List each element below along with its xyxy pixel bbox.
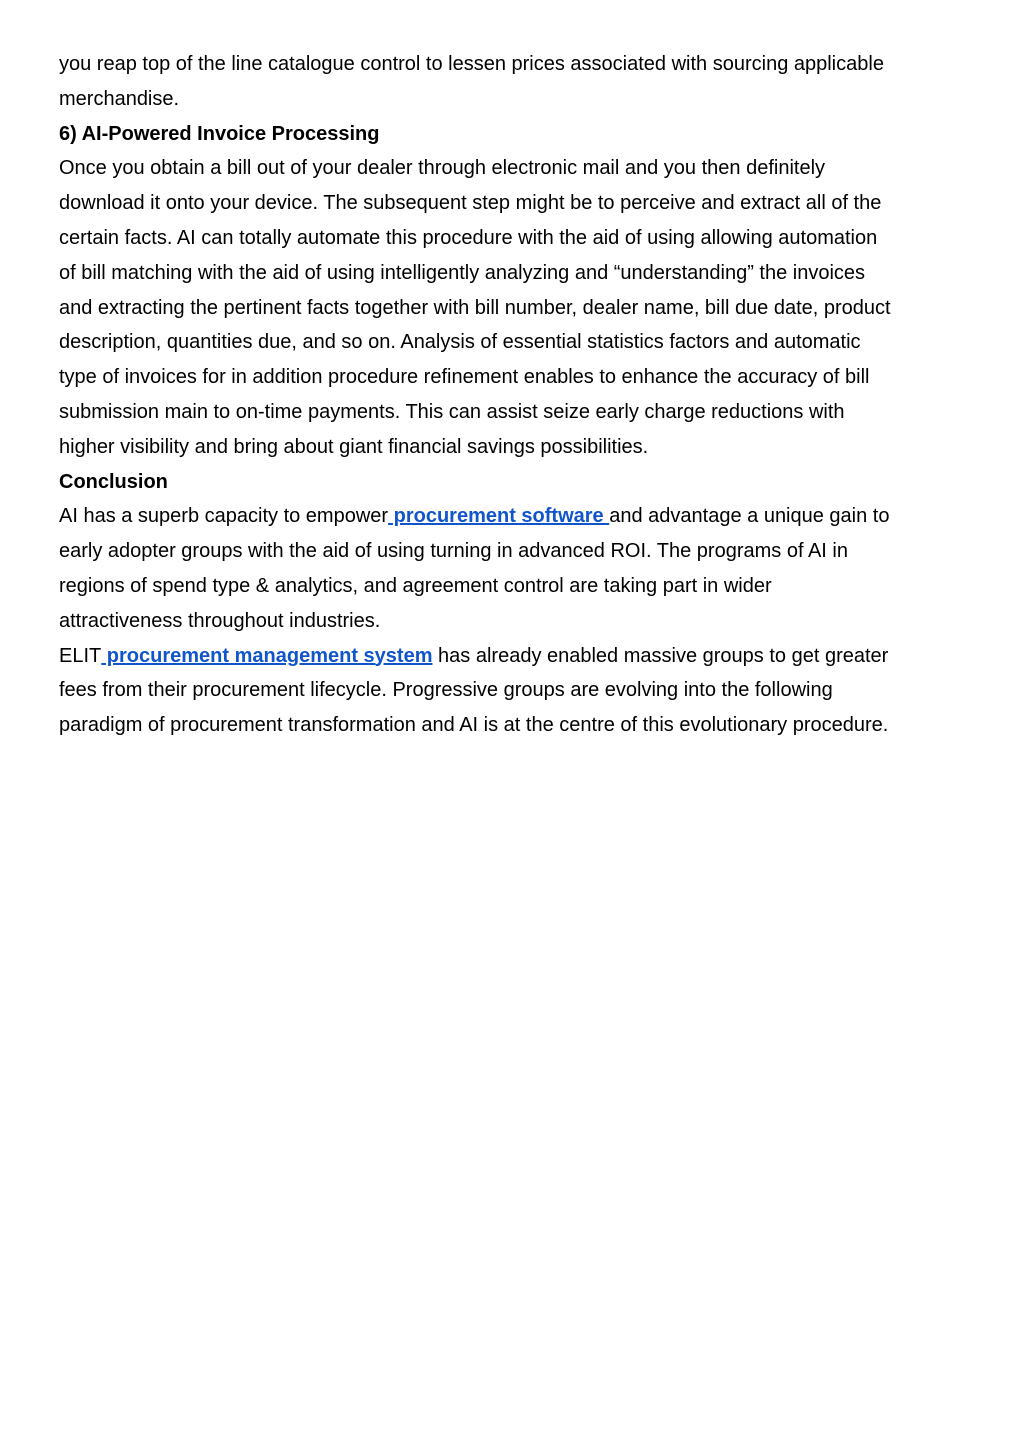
paragraph-line: attractiveness throughout industries. <box>59 609 381 632</box>
paragraph-line: of bill matching with the aid of using intelligently analyzing and “understanding” the invoices <box>59 261 866 284</box>
section-heading-invoice-processing: 6) AI-Powered Invoice Processing <box>59 122 380 145</box>
paragraph-line: and extracting the pertinent facts together with bill number, dealer name, bill due date, product <box>59 296 891 319</box>
paragraph-line: regions of spend type & analytics, and agreement control are taking part in wider <box>59 574 772 597</box>
intro-line: you reap top of the line catalogue control to lessen prices associated with sourcing applicable <box>59 53 884 75</box>
paragraph-line <box>59 639 974 674</box>
paragraph-line: Once you obtain a bill out of your dealer through electronic mail and you then definitely <box>59 157 826 180</box>
paragraph-line: early adopter groups with the aid of using turning in advanced ROI. The programs of AI in <box>59 540 848 563</box>
invoice-processing-paragraph <box>59 151 974 464</box>
paragraph-text: has already enabled massive groups to get greater <box>432 644 889 667</box>
procurement-management-system-link[interactable]: procurement management system <box>101 644 433 667</box>
paragraph-line: submission main to on-time payments. This can assist seize early charge reductions with <box>59 400 845 423</box>
conclusion-paragraph-2 <box>59 639 974 743</box>
paragraph-text: AI has a superb capacity to empower <box>59 505 389 528</box>
paragraph-line: paradigm of procurement transformation and AI is at the centre of this evolutionary procedure. <box>59 714 889 737</box>
procurement-software-link[interactable]: procurement software <box>388 505 610 528</box>
paragraph-line: download it onto your device. The subsequent step might be to perceive and extract all of the <box>59 192 882 215</box>
paragraph-line: certain facts. AI can totally automate this procedure with the aid of using allowing automation <box>59 226 878 249</box>
document-page <box>59 47 974 743</box>
paragraph-text: ELIT <box>59 644 102 667</box>
paragraph-line: fees from their procurement lifecycle. Progressive groups are evolving into the following <box>59 679 833 702</box>
paragraph-line: higher visibility and bring about giant financial savings possibilities. <box>59 435 649 458</box>
paragraph-line: description, quantities due, and so on. Analysis of essential statistics factors and automatic <box>59 331 861 354</box>
conclusion-paragraph-1 <box>59 499 974 638</box>
section-heading-conclusion: Conclusion <box>59 470 168 493</box>
paragraph-line <box>59 499 974 534</box>
intro-paragraph <box>59 47 974 117</box>
paragraph-text: and advantage a unique gain to <box>609 505 890 528</box>
paragraph-line: type of invoices for in addition procedure refinement enables to enhance the accuracy of bill <box>59 366 870 389</box>
intro-line: merchandise. <box>59 87 180 110</box>
